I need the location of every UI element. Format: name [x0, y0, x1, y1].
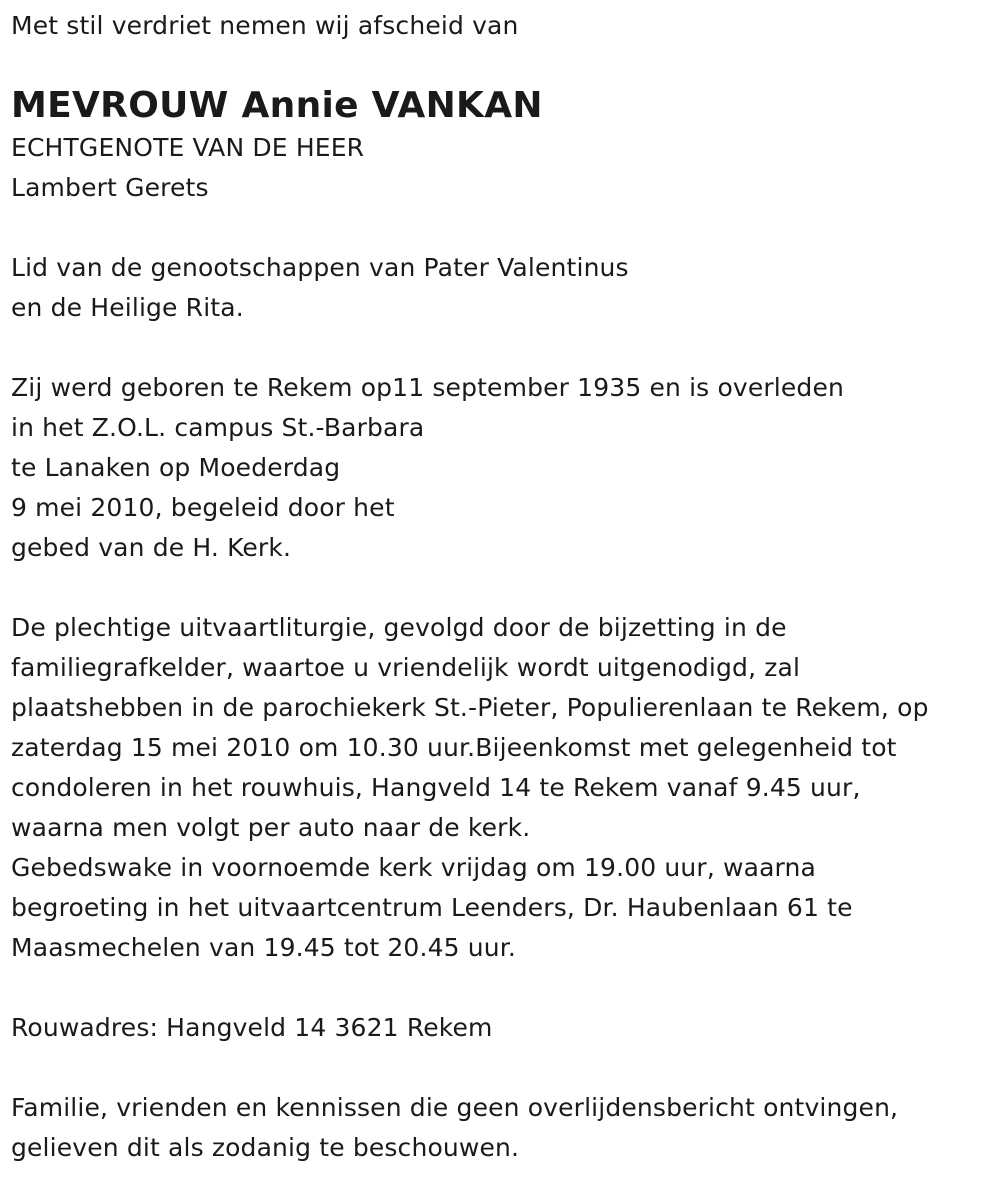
membership-line: Lid van de genootschappen van Pater Valentinus	[11, 253, 629, 282]
address-paragraph	[11, 1008, 991, 1048]
funeral-line: waarna men volgt per auto naar de kerk.	[11, 813, 531, 842]
closing-paragraph	[11, 1088, 991, 1168]
funeral-line: plaatshebben in de parochiekerk St.-Pieter, Populierenlaan te Rekem, op	[11, 693, 929, 722]
spouse-name: Lambert Gerets	[11, 173, 209, 202]
funeral-line: familiegrafkelder, waartoe u vriendelijk wordt uitgenodigd, zal	[11, 653, 801, 682]
funeral-line: condoleren in het rouwhuis, Hangveld 14 te Rekem vanaf 9.45 uur,	[11, 773, 861, 802]
funeral-line: begroeting in het uitvaartcentrum Leenders, Dr. Haubenlaan 61 te	[11, 893, 853, 922]
biography-line: Zij werd geboren te Rekem op11 september 1935 en is overleden	[11, 373, 844, 402]
funeral-line: De plechtige uitvaartliturgie, gevolgd door de bijzetting in de	[11, 613, 787, 642]
death-notice	[11, 0, 991, 1168]
funeral-line: Gebedswake in voornoemde kerk vrijdag om 19.00 uur, waarna	[11, 853, 817, 882]
closing-line: Familie, vrienden en kennissen die geen overlijdensbericht ontvingen,	[11, 1093, 899, 1122]
funeral-line: zaterdag 15 mei 2010 om 10.30 uur.Bijeenkomst met gelegenheid tot	[11, 733, 897, 762]
funeral-paragraph	[11, 608, 991, 968]
biography-paragraph	[11, 368, 991, 568]
biography-line: in het Z.O.L. campus St.-Barbara	[11, 413, 425, 442]
deceased-name: MEVROUW Annie VANKAN	[11, 85, 543, 126]
mourning-address: Rouwadres: Hangveld 14 3621 Rekem	[11, 1013, 493, 1042]
funeral-line: Maasmechelen van 19.45 tot 20.45 uur.	[11, 933, 517, 962]
biography-line: 9 mei 2010, begeleid door het	[11, 493, 395, 522]
biography-line: te Lanaken op Moederdag	[11, 453, 341, 482]
spouse-title: ECHTGENOTE VAN DE HEER	[11, 133, 365, 162]
membership-paragraph	[11, 248, 991, 328]
membership-line: en de Heilige Rita.	[11, 293, 244, 322]
closing-line: gelieven dit als zodanig te beschouwen.	[11, 1133, 520, 1162]
intro-text: Met stil verdriet nemen wij afscheid van	[11, 11, 519, 40]
biography-line: gebed van de H. Kerk.	[11, 533, 292, 562]
